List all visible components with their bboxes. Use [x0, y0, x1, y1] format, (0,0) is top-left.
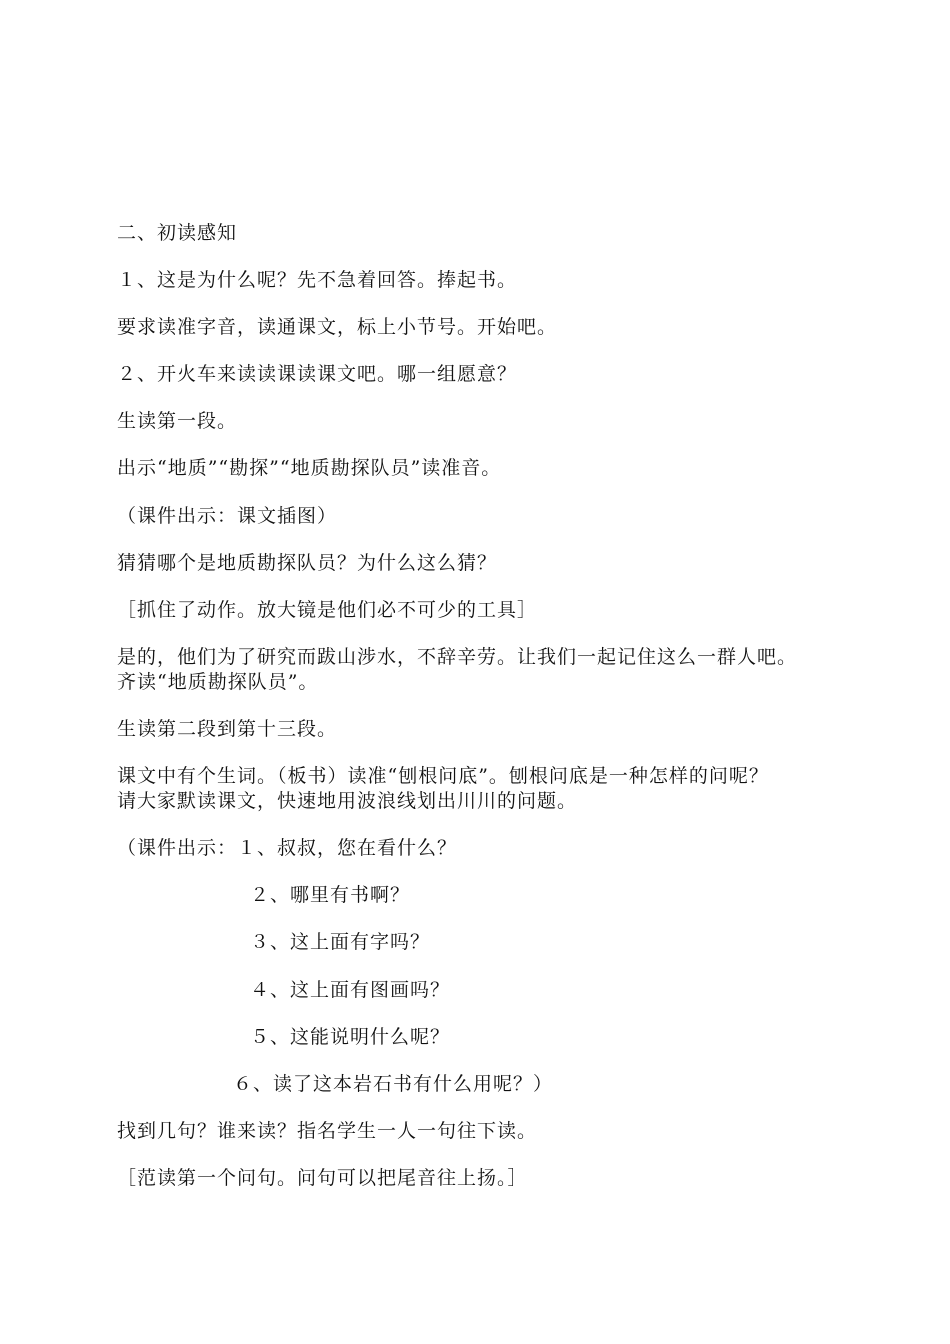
paragraph-line: 生读第一段。	[117, 410, 238, 432]
paragraph-line: １、这是为什么呢？先不急着回答。捧起书。	[117, 269, 518, 291]
question-line: ５、这能说明什么呢？	[250, 1026, 451, 1048]
question-line: ３、这上面有字吗？	[250, 931, 431, 953]
paragraph-line: 要求读准字音，读通课文，标上小节号。开始吧。	[117, 316, 558, 338]
paragraph-line: 生读第二段到第十三段。	[117, 718, 338, 740]
paragraph-line: 找到几句？谁来读？指名学生一人一句往下读。	[117, 1120, 538, 1142]
paragraph-line: 请大家默读课文，快速地用波浪线划出川川的问题。	[117, 790, 578, 812]
paragraph-line: ［范读第一个问句。问句可以把尾音往上扬。］	[117, 1167, 528, 1189]
question-line: ６、读了这本岩石书有什么用呢？）	[233, 1073, 554, 1095]
paragraph-line: 出示“地质”“勘探”“地质勘探队员”读准音。	[117, 457, 502, 479]
section-heading: 二、初读感知	[117, 222, 238, 244]
paragraph-line: （课件出示：１、叔叔，您在看什么？	[117, 837, 458, 859]
paragraph-line: ［抓住了动作。放大镜是他们必不可少的工具］	[117, 599, 538, 621]
paragraph-line: （课件出示：课文插图）	[117, 505, 338, 527]
paragraph-line: 猜猜哪个是地质勘探队员？为什么这么猜？	[117, 552, 498, 574]
question-line: ２、哪里有书啊？	[250, 884, 411, 906]
question-line: ４、这上面有图画吗？	[250, 979, 451, 1001]
paragraph-line: 齐读“地质勘探队员”。	[117, 671, 319, 693]
paragraph-line: 课文中有个生词。（板书）读准“刨根问底”。刨根问底是一种怎样的问呢？	[117, 765, 769, 787]
paragraph-line: 是的，他们为了研究而跋山涉水，不辞辛劳。让我们一起记住这么一群人吧。	[117, 646, 798, 668]
paragraph-line: ２、开火车来读读课读课文吧。哪一组愿意？	[117, 363, 518, 385]
